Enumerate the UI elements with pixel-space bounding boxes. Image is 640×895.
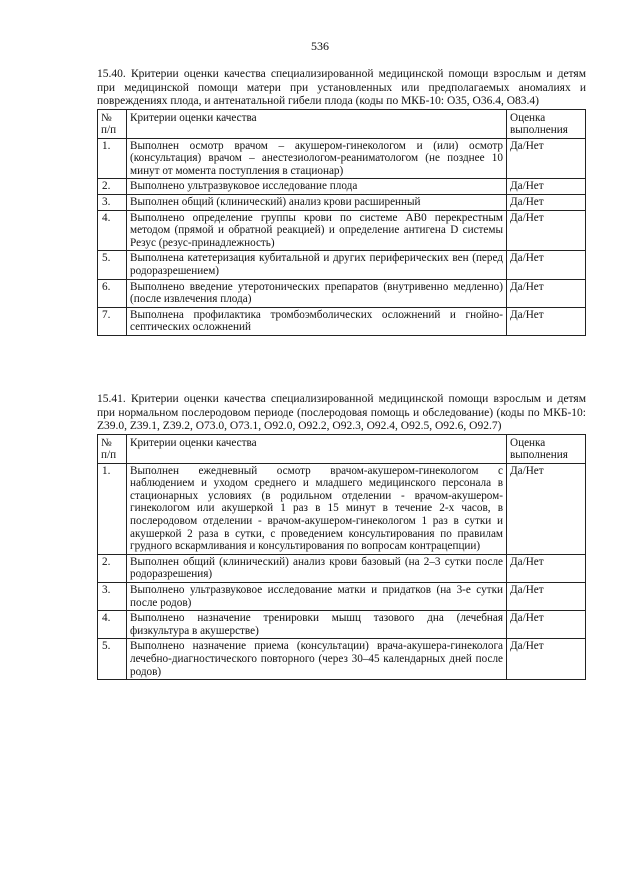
row-number: 2. bbox=[98, 554, 127, 582]
row-number: 1. bbox=[98, 463, 127, 554]
row-criterion: Выполнено введение утеротонических препаратов (внутривенно медленно) (после извлечения плода) bbox=[127, 279, 507, 307]
row-criterion: Выполнено назначение приема (консультации) врача-акушера-гинеколога лечебно-диагностического повторного (через 30–45 календарных дней после родов) bbox=[127, 639, 507, 680]
row-criterion: Выполнен общий (клинический) анализ крови расширенный bbox=[127, 195, 507, 211]
row-result: Да/Нет bbox=[507, 463, 586, 554]
table-row bbox=[98, 251, 586, 279]
row-number: 3. bbox=[98, 583, 127, 611]
row-result: Да/Нет bbox=[507, 611, 586, 639]
column-header-criterion: Критерии оценки качества bbox=[127, 434, 507, 463]
row-criterion: Выполнен ежедневный осмотр врачом-акушером-гинекологом с наблюдением и уходом среднего и младшего медицинского персонала в стационарных условиях (в родильном отделении - врачом-акушером-гинекологом или акушеркой 1 раз в 15 минут в течение 2-х часов, в послеродовом отделении - врачом-акушером-гинекологом 1 раз в сутки и акушеркой 2 раза в сутки, с проведением консультирования по правилам грудного вскармливания и консультирования по вопросам контрацепции) bbox=[127, 463, 507, 554]
section-15-40 bbox=[97, 68, 586, 336]
row-number: 2. bbox=[98, 179, 127, 195]
row-criterion: Выполнена катетеризация кубитальной и других периферических вен (перед родоразрешением) bbox=[127, 251, 507, 279]
row-result: Да/Нет bbox=[507, 179, 586, 195]
row-criterion: Выполнена профилактика тромбоэмболических осложнений и гнойно-септических осложнений bbox=[127, 307, 507, 335]
row-result: Да/Нет bbox=[507, 307, 586, 335]
section-15-41 bbox=[97, 393, 586, 680]
table-row bbox=[98, 554, 586, 582]
table-header-row bbox=[98, 434, 586, 463]
table-row bbox=[98, 583, 586, 611]
row-result: Да/Нет bbox=[507, 554, 586, 582]
page-number: 536 bbox=[311, 39, 329, 53]
table-row bbox=[98, 279, 586, 307]
row-result: Да/Нет bbox=[507, 279, 586, 307]
row-number: 5. bbox=[98, 639, 127, 680]
row-result: Да/Нет bbox=[507, 138, 586, 179]
row-result: Да/Нет bbox=[507, 639, 586, 680]
table-row bbox=[98, 639, 586, 680]
table-row bbox=[98, 138, 586, 179]
column-header-criterion: Критерии оценки качества bbox=[127, 109, 507, 138]
table-row bbox=[98, 611, 586, 639]
section-heading: 15.41. Критерии оценки качества специализированной медицинской помощи взрослым и детям при нормальном послеродовом периоде (послеродовая помощь и обследование) (коды по МКБ-10: Z39.0, Z39.1, Z39.2, O73.0, O73.1, O92.0, O92.2, O92.3, O92.4, O92.5, O92.6, O92.7) bbox=[97, 393, 586, 432]
row-criterion: Выполнен осмотр врачом – акушером-гинекологом и (или) осмотр (консультация) врачом – анестезиологом-реаниматологом (не позднее 10 минут от момента поступления в стационар) bbox=[127, 138, 507, 179]
row-result: Да/Нет bbox=[507, 195, 586, 211]
table-row bbox=[98, 307, 586, 335]
table-row bbox=[98, 463, 586, 554]
column-header-number: № п/п bbox=[98, 434, 127, 463]
section-heading: 15.40. Критерии оценки качества специализированной медицинской помощи взрослым и детям при медицинской помощи матери при установленных или предполагаемых аномалиях и повреждениях плода, и антенатальной гибели плода (коды по МКБ-10: O35, O36.4, O83.4) bbox=[97, 68, 586, 107]
row-number: 4. bbox=[98, 611, 127, 639]
criteria-table bbox=[97, 434, 586, 681]
column-header-number: № п/п bbox=[98, 109, 127, 138]
row-result: Да/Нет bbox=[507, 210, 586, 251]
table-header-row bbox=[98, 109, 586, 138]
row-criterion: Выполнено определение группы крови по системе AB0 перекрестным методом (прямой и обратной реакцией) и определение антигена D системы Резус (резус-принадлежность) bbox=[127, 210, 507, 251]
row-number: 7. bbox=[98, 307, 127, 335]
table-row bbox=[98, 210, 586, 251]
column-header-result: Оценка выполнения bbox=[507, 109, 586, 138]
row-number: 1. bbox=[98, 138, 127, 179]
row-number: 4. bbox=[98, 210, 127, 251]
table-row bbox=[98, 195, 586, 211]
row-result: Да/Нет bbox=[507, 251, 586, 279]
criteria-table bbox=[97, 109, 586, 337]
row-number: 6. bbox=[98, 279, 127, 307]
column-header-result: Оценка выполнения bbox=[507, 434, 586, 463]
row-criterion: Выполнено ультразвуковое исследование плода bbox=[127, 179, 507, 195]
row-result: Да/Нет bbox=[507, 583, 586, 611]
row-criterion: Выполнено ультразвуковое исследование матки и придатков (на 3-е сутки после родов) bbox=[127, 583, 507, 611]
row-criterion: Выполнен общий (клинический) анализ крови базовый (на 2–3 сутки после родоразрешения) bbox=[127, 554, 507, 582]
row-criterion: Выполнено назначение тренировки мышц тазового дна (лечебная физкультура в акушерстве) bbox=[127, 611, 507, 639]
table-row bbox=[98, 179, 586, 195]
row-number: 3. bbox=[98, 195, 127, 211]
row-number: 5. bbox=[98, 251, 127, 279]
